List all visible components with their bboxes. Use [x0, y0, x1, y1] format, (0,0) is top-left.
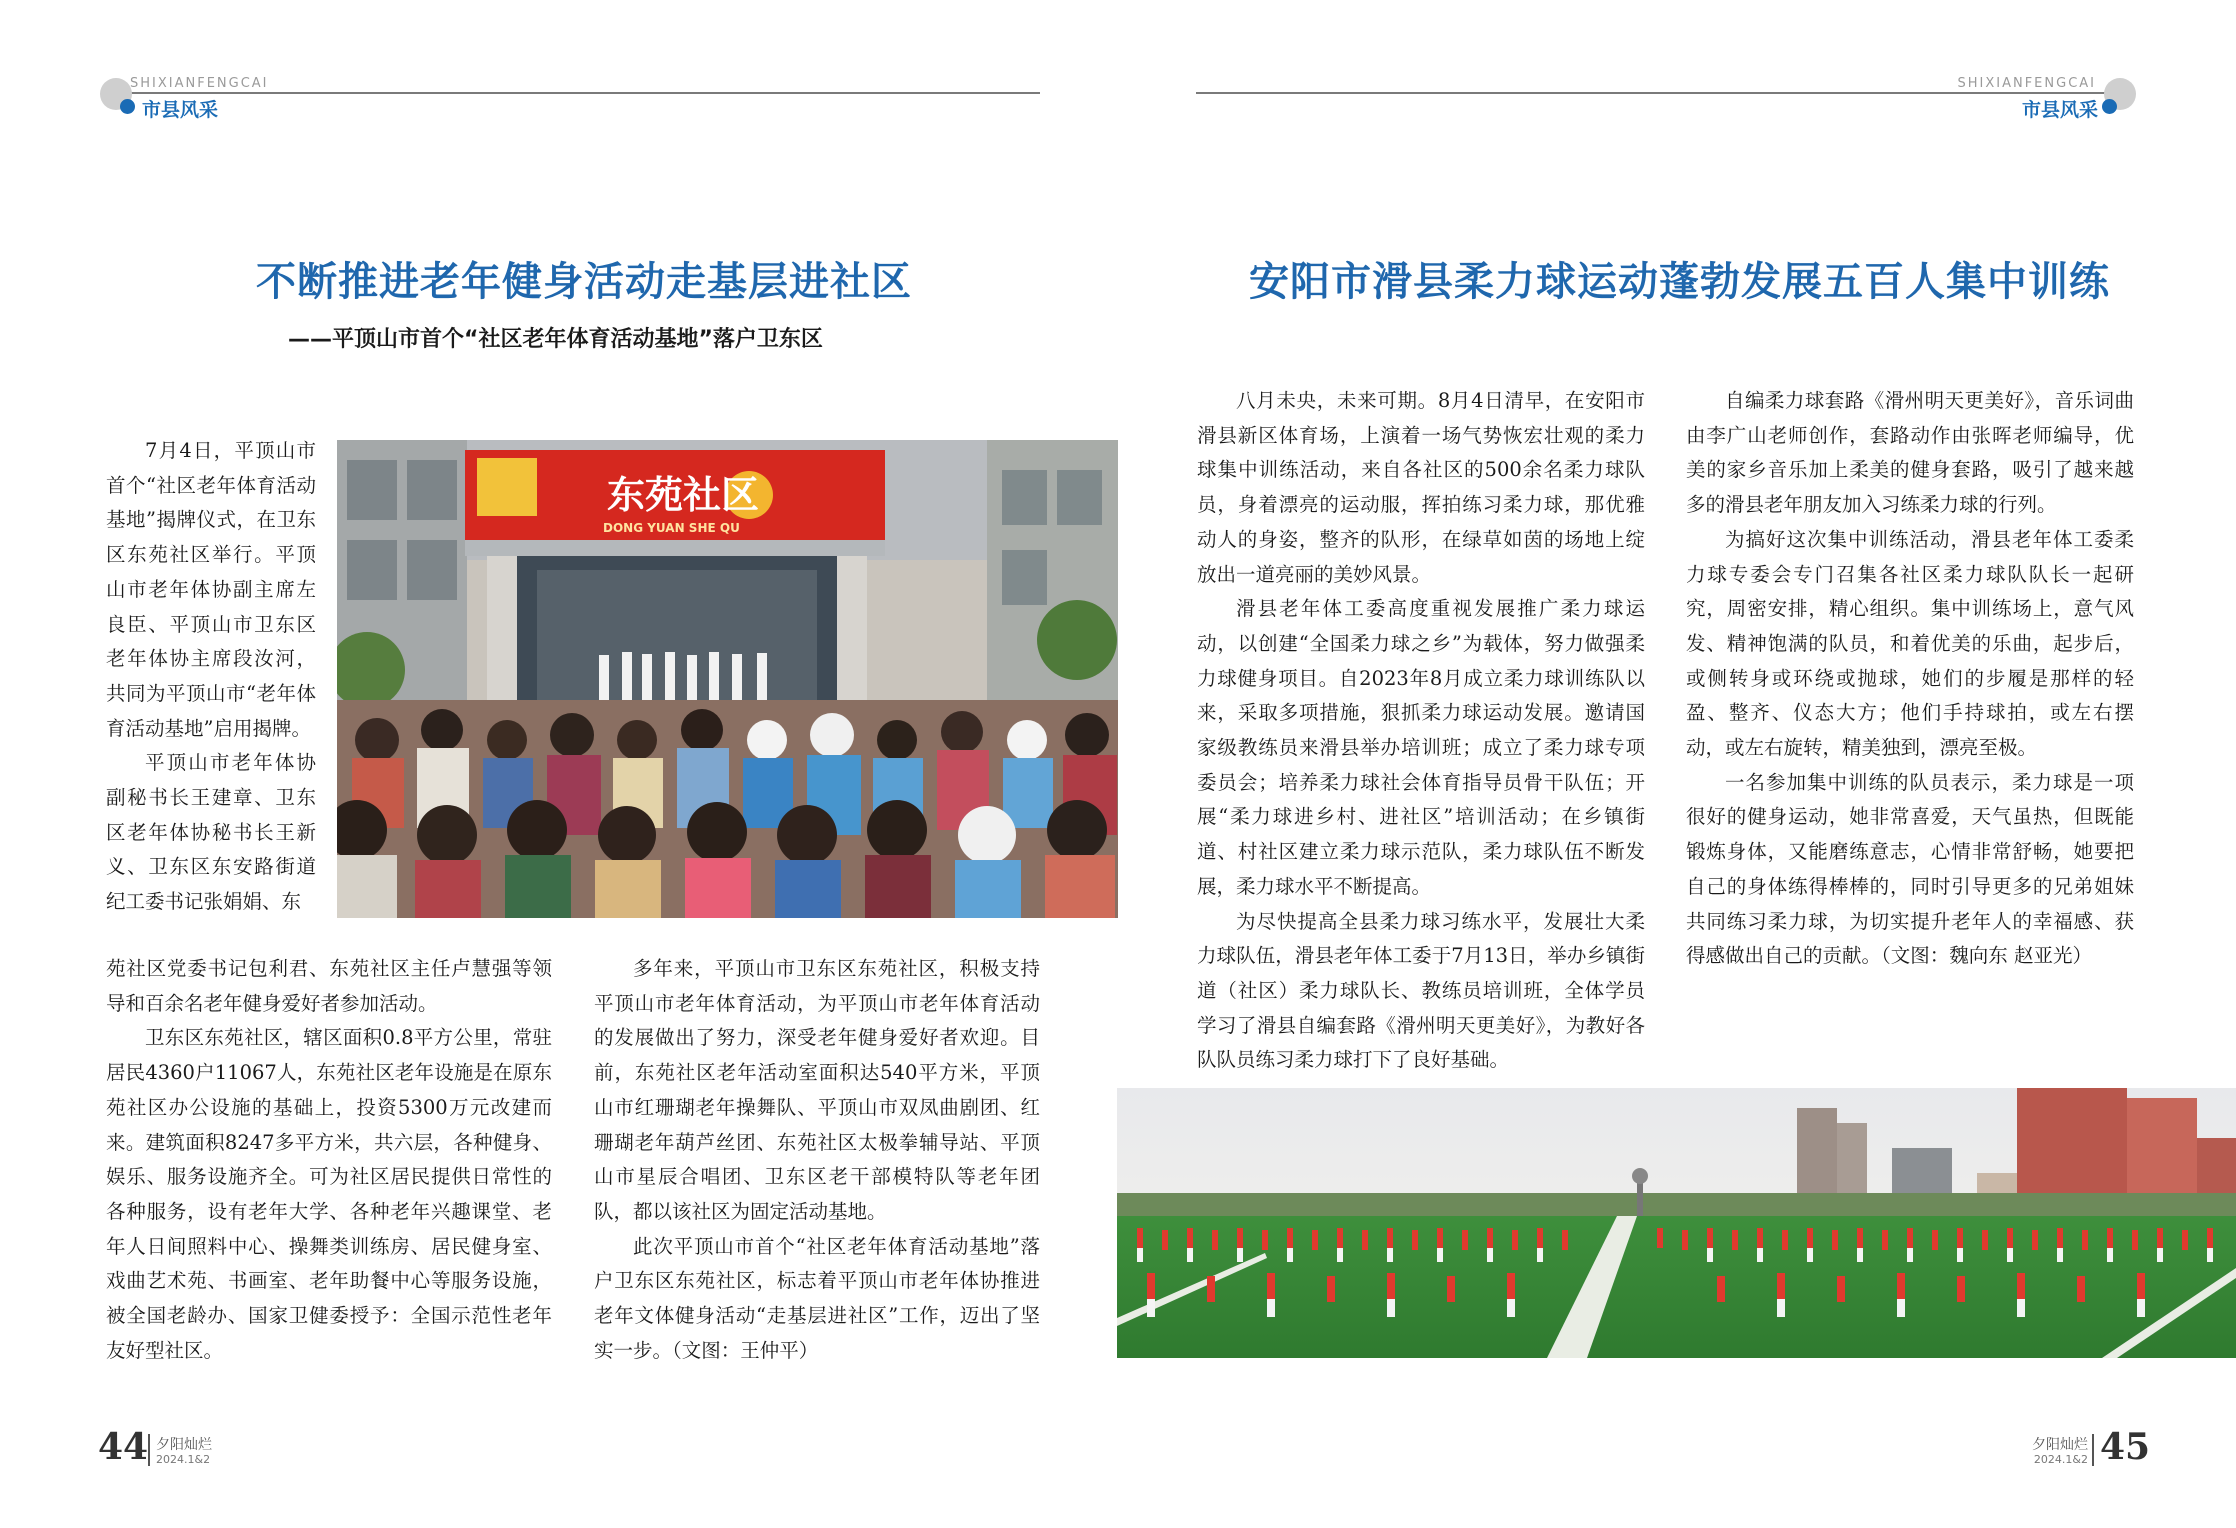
right-column-1: [1197, 384, 1645, 1078]
sign-main-text: 东苑社区: [607, 473, 760, 517]
stadium-training-photo: [1117, 1088, 2236, 1358]
left-footer-magazine: 夕阳灿烂: [156, 1437, 212, 1453]
left-para-community-intro: 卫东区东苑社区，辖区面积0.8平方公里，常驻居民4360户11067人，东苑社区老年设施是在原东苑社区办公设施的基础上，投资5300万元改建而来。建筑面积8247多平方米，共六层，各种健身、娱乐、服务设施齐全。可为社区居民提供日常性的各种服务，设有老年大学、各种老年兴趣课堂、老年人日间照料中心、操舞类训练房、居民健身室、戏曲艺术苑、书画室、老年助餐中心等服务设施，被全国老龄办、国家卫健委授予：全国示范性老年友好型社区。: [106, 1026, 552, 1362]
left-column-2: [594, 952, 1040, 1368]
community-ceremony-photo: [337, 440, 1118, 918]
right-para-promotion: 滑县老年体工委高度重视发展推广柔力球运动，以创建“全国柔力球之乡”为载体，努力做强柔力球健身项目。自2023年8月成立柔力球训练队以来，采取多项措施，狠抓柔力球运动发展。邀请国家级教练员来滑县举办培训班；成立了柔力球专项委员会；培养柔力球社会体育指导员骨干队伍；开展“柔力球进乡村、进社区”培训活动；在乡镇街道、村社区建立柔力球示范队，柔力球队伍不断发展，柔力球水平不断提高。: [1197, 597, 1645, 898]
sign-pinyin-text: DONG YUAN SHE QU: [603, 521, 740, 535]
right-footer-issue: 2024.1&2: [2033, 1453, 2088, 1466]
left-page-number: 44: [98, 1426, 149, 1468]
left-header-section-cn: 市县风采: [142, 99, 219, 121]
right-column-2: [1686, 384, 2134, 974]
right-header-section-cn: 市县风采: [2021, 99, 2098, 121]
left-para-conclusion: 此次平顶山市首个“社区老年体育活动基地”落户卫东区东苑社区，标志着平顶山市老年体协推进老年文体健身活动“走基层进社区”工作，迈出了坚实一步。（文图：王仲平）: [594, 1234, 1040, 1362]
left-footer-divider: [148, 1434, 150, 1466]
left-para-opening: 7月4日，平顶山市首个“社区老年体育活动基地”揭牌仪式，在卫东区东苑社区举行。平顶山市老年体协副主席左良臣、平顶山市卫东区老年体协主席段汝河，共同为平顶山市“老年体育活动基地”启用揭牌。: [106, 439, 316, 740]
left-column-1: [106, 952, 552, 1368]
left-para-attendees-start: 平顶山市老年体协副秘书长王建章、卫东区老年体协秘书长王新义、卫东区东安路街道纪工委书记张娟娟、东: [106, 751, 316, 914]
left-header-section-en: SHIXIANFENGCAI: [130, 76, 269, 91]
right-footer-magazine: 夕阳灿烂: [2032, 1437, 2088, 1453]
right-page-number: 45: [2100, 1426, 2151, 1468]
left-para-support: 多年来，平顶山市卫东区东苑社区，积极支持平顶山市老年体育活动，为平顶山市老年体育活动的发展做出了努力，深受老年健身爱好者欢迎。目前，东苑社区老年活动室面积达540平方米，平顶山市红珊瑚老年操舞队、平顶山市双凤曲剧团、红珊瑚老年葫芦丝团、东苑社区太极拳辅导站、平顶山市星辰合唱团、卫东区老干部模特队等老年团队，都以该社区为固定活动基地。: [594, 957, 1040, 1223]
right-article-title: 安阳市滑县柔力球运动蓬勃发展五百人集中训练: [1249, 259, 2110, 305]
left-header-rule: [112, 92, 1040, 94]
right-header-rule: [1196, 92, 2124, 94]
right-para-testimonial: 一名参加集中训练的队员表示，柔力球是一项很好的健身运动，她非常喜爱，天气虽热，但既能锻炼身体，又能磨练意志，心情非常舒畅，她要把自己的身体练得棒棒的，同时引导更多的兄弟姐妹共同练习柔力球，为切实提升老年人的幸福感、获得感做出自己的贡献。（文图：魏向东 赵亚光）: [1686, 770, 2134, 968]
left-wrap-text: [106, 434, 316, 920]
right-para-opening: 八月未央，未来可期。8月4日清早，在安阳市滑县新区体育场，上演着一场气势恢宏壮观的柔力球集中训练活动，来自各社区的500余名柔力球队员，身着漂亮的运动服，挥拍练习柔力球，那优雅动人的身姿，整齐的队形，在绿草如茵的场地上绽放出一道亮丽的美妙风景。: [1197, 389, 1645, 586]
left-para-attendees-cont: 苑社区党委书记包利君、东苑社区主任卢慧强等领导和百余名老年健身爱好者参加活动。: [106, 957, 552, 1015]
left-article-subtitle: ——平顶山市首个“社区老年体育活动基地”落户卫东区: [288, 327, 823, 352]
left-header-dot-icon: [120, 99, 135, 114]
right-para-organization: 为搞好这次集中训练活动，滑县老年体工委柔力球专委会专门召集各社区柔力球队队长一起研究，周密安排，精心组织。集中训练场上，意气风发、精神饱满的队员，和着优美的乐曲，起步后，或侧转身或环绕或抛球，她们的步履是那样的轻盈、整齐、仪态大方；他们手持球拍，或左右摆动，或左右旋转，精美独到，漂亮至极。: [1686, 527, 2134, 760]
left-footer-issue: 2024.1&2: [156, 1453, 211, 1466]
left-article-title: 不断推进老年健身活动走基层进社区: [256, 259, 912, 305]
right-header-section-en: SHIXIANFENGCAI: [1957, 76, 2096, 91]
right-header-dot-icon: [2102, 99, 2117, 114]
right-footer-divider: [2092, 1434, 2094, 1466]
right-para-training-class: 为尽快提高全县柔力球习练水平，发展壮大柔力球队伍，滑县老年体工委于7月13日，举办乡镇街道（社区）柔力球队长、教练员培训班，全体学员学习了滑县自编套路《滑州明天更美好》，为教好各队队员练习柔力球打下了良好基础。: [1197, 909, 1645, 1072]
right-para-routine: 自编柔力球套路《滑州明天更美好》，音乐词曲由李广山老师创作，套路动作由张晖老师编导，优美的家乡音乐加上柔美的健身套路，吸引了越来越多的滑县老年朋友加入习练柔力球的行列。: [1686, 389, 2134, 517]
